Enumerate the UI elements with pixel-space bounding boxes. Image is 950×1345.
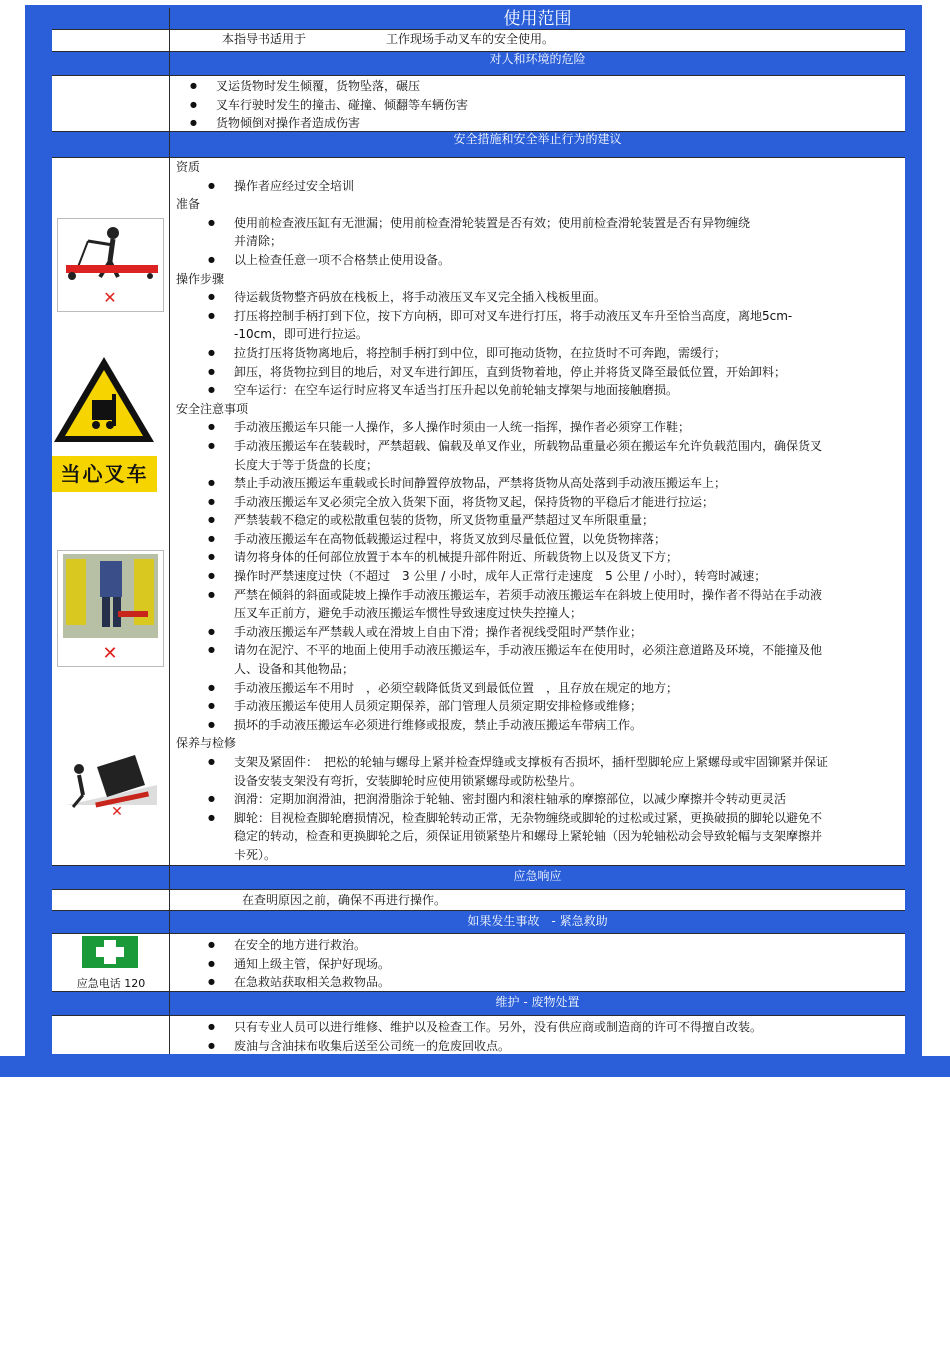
scope-row	[52, 30, 905, 52]
maintenance-item: ● 支架及紧固件： 把松的轮轴与螺母上紧并检查焊缝或支撑板有否损坏，插杆型脚轮应上紧螺母或牢固铆紧并保证设备安装支架没有弯折，安装脚轮时应使用锁紧螺母或防松垫片。	[170, 753, 830, 790]
first-aid-title: 如果发生事故 - 紧急救助	[170, 911, 905, 933]
safety-title: 安全措施和安全举止行为的建议	[170, 132, 905, 157]
precaution-item: ● 严禁在倾斜的斜面或陡坡上操作手动液压搬运车，若须手动液压搬运车在斜坡上使用时，操作者不得站在手动液压叉车正前方，避免手动液压搬运车惯性导致速度过快失控撞人；	[170, 586, 825, 623]
emergency-row	[52, 890, 905, 911]
forklift-warning-sign	[52, 354, 157, 494]
precaution-item: ● 损坏的手动液压搬运车必须进行维修或报废，禁止手动液压搬运车带病工作。	[170, 716, 825, 735]
warning-sign-text: 当心叉车	[52, 456, 157, 492]
blue-frame-bottom	[0, 1056, 950, 1077]
scope-text-a: 本指导书适用于	[222, 32, 307, 46]
first-aid-row	[52, 934, 905, 992]
safety-row	[52, 158, 905, 866]
waste-row	[52, 1016, 905, 1054]
precaution-item: ● 手动液压搬运车使用人员须定期保养，部门管理人员须定期安排检修或维修；	[170, 697, 825, 716]
hazard-item: ● 叉运货物时发生倾覆，货物坠落，碾压	[152, 77, 905, 96]
first-aid-item: ● 在急救站获取相关急救物品。	[170, 973, 905, 992]
waste-item: ● 只有专业人员可以进行维修、维护以及检查工作。另外，没有供应商或制造商的许可不得擅自改装。	[170, 1018, 905, 1037]
scope-title: 使用范围	[170, 8, 905, 29]
instruction-sheet	[52, 8, 905, 1054]
qualification-item: ● 操作者应经过安全培训	[170, 177, 905, 196]
precaution-item: ● 请勿将身体的任何部位放置于本车的机械提升部件附近、所载货物上以及货叉下方；	[170, 548, 825, 567]
emergency-phone-label: 应急电话	[76, 977, 121, 990]
precaution-item: ● 手动液压搬运车在高物低载搬运过程中，将货叉放到尽量低位置，以免货物摔落；	[170, 530, 825, 549]
procedure-item: ● 待运载货物整齐码放在栈板上，将手动液压叉车叉完全插入栈板里面。	[170, 288, 815, 307]
section-heading-procedure: 操作步骤	[176, 271, 225, 286]
section-heading-preparation: 准备	[176, 197, 201, 212]
procedure-item: ● 空车运行：在空车运行时应将叉车适当打压升起以免前轮轴支撑架与地面接触磨损。	[170, 381, 815, 400]
emergency-text: 在查明原因之前，确保不再进行操作。	[242, 893, 447, 907]
hazard-item: ● 叉车行驶时发生的撞击、碰撞、倾翻等车辆伤害	[152, 96, 905, 115]
precaution-item: ● 严禁装载不稳定的或松散重包装的货物，所叉货物重量严禁超过叉车所限重量；	[170, 511, 825, 530]
maintenance-item: ● 脚轮：目视检查脚轮磨损情况，检查脚轮转动正常，无杂物缠绕或脚轮的过松或过紧，更换破损的脚轮以避免不稳定的转动，检查和更换脚轮之后，须保证用锁紧垫片和螺母上紧轮轴（因为轮轴松动会导致轮幅与支架摩擦并卡死）。	[170, 809, 830, 865]
scope-title-row	[52, 8, 905, 30]
hazards-title-row	[52, 52, 905, 76]
first-aid-title-row	[52, 911, 905, 934]
section-heading-precautions: 安全注意事项	[176, 401, 249, 416]
svg-text:✕: ✕	[103, 288, 117, 307]
tipping-truck-icon	[57, 745, 162, 817]
svg-text:✕: ✕	[111, 804, 123, 817]
section-heading-qualification: 资质	[176, 160, 201, 174]
preparation-item: ● 使用前检查液压缸有无泄漏；使用前检查滑轮装置是否有效；使用前检查滑轮装置是否有异物缠绕并清除；	[170, 214, 760, 251]
section-heading-maintenance: 保养与检修	[176, 736, 237, 751]
precaution-item: ● 手动液压搬运车只能一人操作，多人操作时须由一人统一指挥，操作者必须穿工作鞋；	[170, 418, 825, 437]
emergency-phone-number: 120	[124, 977, 146, 990]
operator-photo-icon	[57, 550, 164, 667]
svg-text:✕: ✕	[102, 643, 118, 664]
precaution-item: ● 手动液压搬运车叉必须完全放入货架下面，将货物叉起，保持货物的平稳后才能进行拉运；	[170, 493, 825, 512]
precaution-item: ● 手动液压搬运车不用时 ，必须空载降低货叉到最低位置 ，且存放在规定的地方；	[170, 679, 825, 698]
precaution-item: ● 手动液压搬运车严禁载人或在滑坡上自由下滑；操作者视线受阻时严禁作业；	[170, 623, 825, 642]
emergency-title: 应急响应	[170, 866, 905, 889]
precaution-item: ● 手动液压搬运车在装载时，严禁超载、偏载及单叉作业，所载物品重量必须在搬运车允许负载范围内，确保货叉长度大于等于货盘的长度；	[170, 437, 825, 474]
hazard-item: ● 货物倾倒对操作者造成伤害	[152, 114, 905, 133]
hazards-row	[52, 76, 905, 132]
scope-text-b: 工作现场手动叉车的安全使用。	[386, 32, 555, 46]
warning-triangle-icon	[52, 354, 157, 446]
preparation-item: ● 以上检查任意一项不合格禁止使用设备。	[170, 251, 760, 270]
precaution-item: ● 操作时严禁速度过快（不超过 3 公里 / 小时，成年人正常行走速度 5 公里 / 小时），转弯时减速；	[170, 567, 825, 586]
pallet-truck-pull-icon	[57, 218, 164, 312]
procedure-item: ● 卸压，将货物拉到目的地后，对叉车进行卸压，直到货物着地，停止并将货叉降至最低位置，开始卸料；	[170, 363, 815, 382]
precaution-item: ● 禁止手动液压搬运车重载或长时间静置停放物品，严禁将货物从高处落到手动液压搬运车上；	[170, 474, 825, 493]
first-aid-item: ● 通知上级主管，保护好现场。	[170, 955, 905, 974]
emergency-title-row	[52, 866, 905, 890]
maintenance-item: ● 润滑：定期加润滑油，把润滑脂涂于轮轴、密封圈内和滚柱轴承的摩擦部位，以减少摩擦并令转动更灵活	[170, 790, 830, 809]
safety-title-row	[52, 132, 905, 158]
precaution-item: ● 请勿在泥泞、不平的地面上使用手动液压搬运车，手动液压搬运车在使用时，必须注意道路及环境，不能撞及他人、设备和其他物品；	[170, 641, 825, 678]
waste-title-row	[52, 992, 905, 1016]
procedure-item: ● 拉货打压将货物离地后，将控制手柄打到中位，即可拖动货物，在拉货时不可奔跑，需缓行；	[170, 344, 815, 363]
first-aid-cross-icon	[82, 936, 138, 968]
hazards-title: 对人和环境的危险	[170, 52, 905, 75]
waste-title: 维护 - 废物处置	[170, 992, 905, 1015]
first-aid-item: ● 在安全的地方进行救治。	[170, 936, 905, 955]
waste-item: ● 废油与含油抹布收集后送至公司统一的危废回收点。	[170, 1037, 905, 1056]
procedure-item: ● 打压将控制手柄打到下位，按下方向柄，即可对叉车进行打压，将手动液压叉车升至恰当高度，离地5cm--10cm，即可进行拉运。	[170, 307, 815, 344]
